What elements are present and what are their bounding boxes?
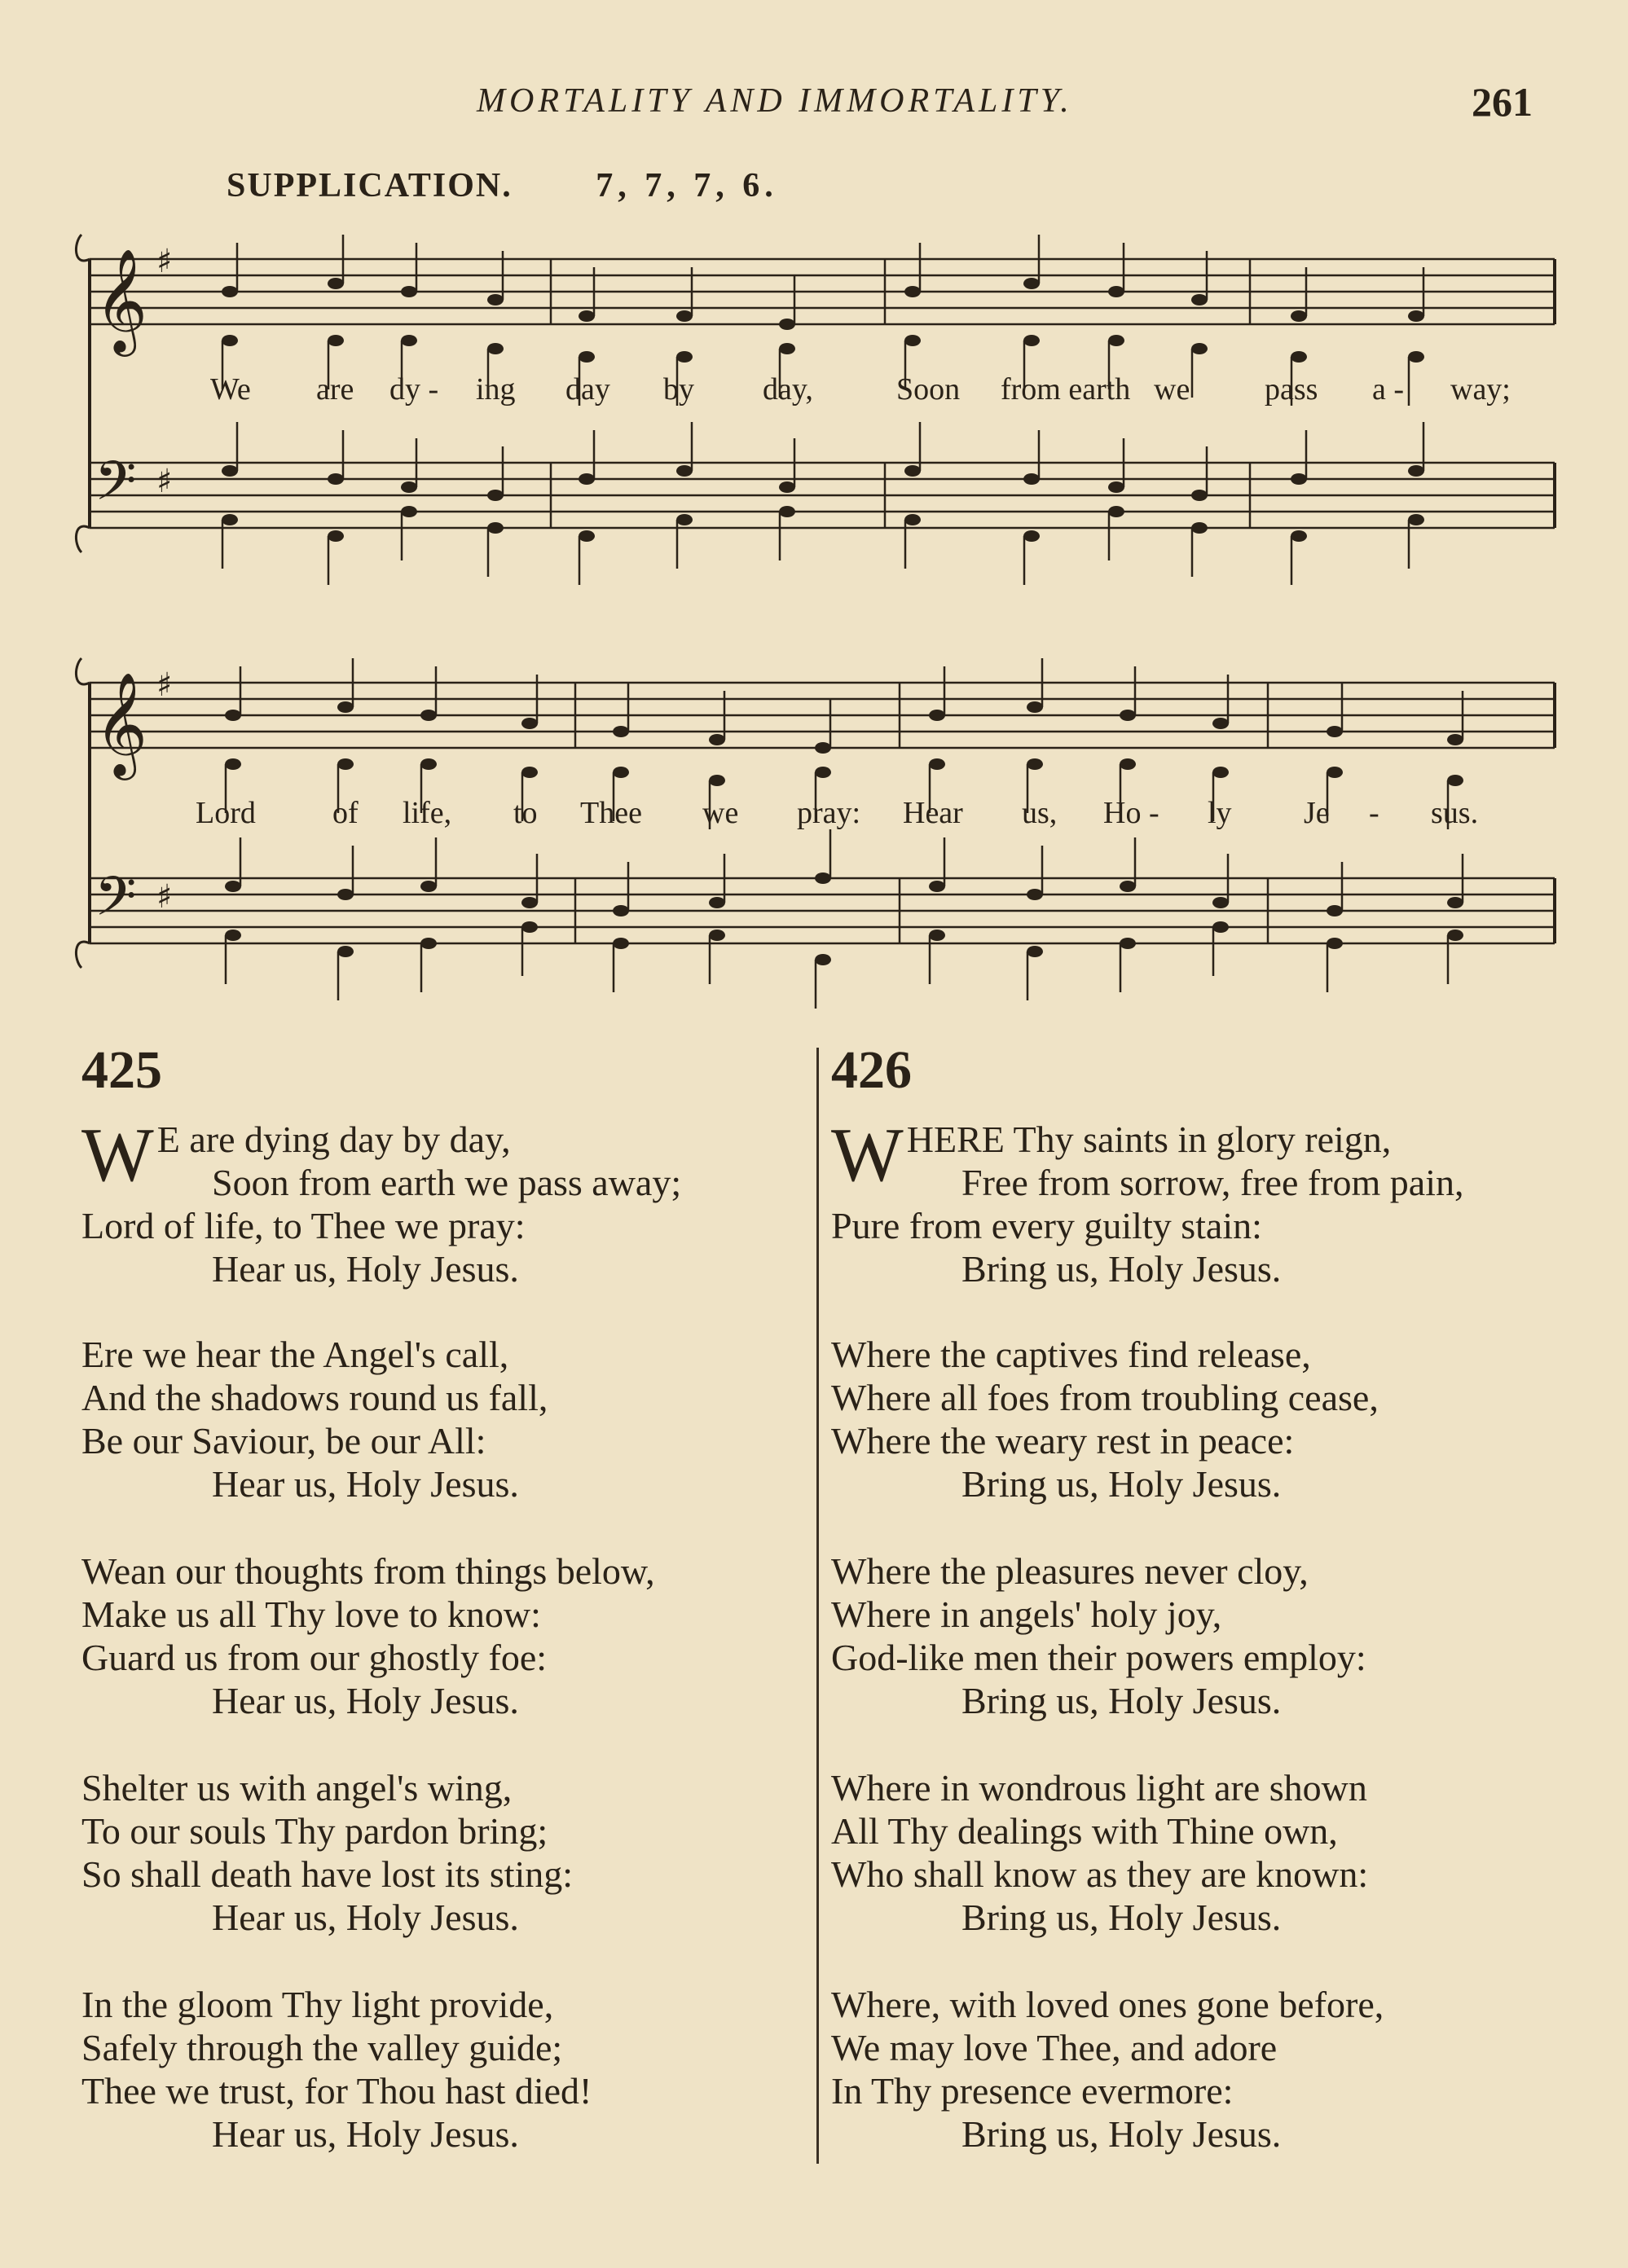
verse-line bbox=[831, 1853, 1368, 1896]
verse-line bbox=[81, 1333, 548, 1376]
lyric-syllable: pass bbox=[1265, 372, 1318, 407]
page-number: 261 bbox=[1472, 79, 1533, 125]
line-text: Who shall know as they are known: bbox=[831, 1853, 1369, 1895]
lyric-syllable: - bbox=[1369, 796, 1379, 830]
verse-line bbox=[81, 1809, 573, 1853]
verse-line bbox=[831, 1333, 1379, 1376]
line-text: And the shadows round us fall, bbox=[81, 1377, 548, 1418]
lyric-syllable: by bbox=[663, 372, 694, 407]
verse-2 bbox=[831, 1333, 1379, 1505]
lyric-syllable: Thee bbox=[580, 796, 642, 830]
verse-line bbox=[831, 1161, 1464, 1204]
lyric-syllable: way; bbox=[1450, 372, 1511, 407]
verse-line bbox=[81, 2026, 592, 2069]
refrain-line bbox=[81, 1462, 548, 1505]
refrain-line bbox=[831, 1247, 1464, 1290]
lyric-syllable: We bbox=[210, 372, 251, 407]
verse-line bbox=[81, 1593, 655, 1636]
line-text: In Thy presence evermore: bbox=[831, 2070, 1234, 2112]
svg-text:♯: ♯ bbox=[156, 463, 173, 500]
lyric-syllable: to bbox=[513, 796, 538, 830]
line-text: Soon from earth we pass away; bbox=[212, 1162, 682, 1203]
verse-line bbox=[831, 2026, 1384, 2069]
refrain-line bbox=[831, 1896, 1368, 1939]
verse-4 bbox=[831, 1766, 1368, 1939]
line-text: Hear us, Holy Jesus. bbox=[212, 1248, 519, 1290]
verse-line bbox=[81, 2069, 592, 2112]
line-text: All Thy dealings with Thine own, bbox=[831, 1810, 1338, 1852]
refrain-line bbox=[81, 1247, 681, 1290]
hymn-number: 426 bbox=[831, 1040, 912, 1100]
column-divider bbox=[816, 1048, 819, 2164]
lyric-syllable: day bbox=[565, 372, 610, 407]
refrain-line bbox=[81, 1679, 655, 1722]
lyric-syllable: of bbox=[332, 796, 359, 830]
line-text: Bring us, Holy Jesus. bbox=[961, 1463, 1282, 1505]
lyric-syllable: us, bbox=[1022, 796, 1058, 830]
svg-text:𝄞: 𝄞 bbox=[95, 671, 148, 776]
lyric-syllable: ing bbox=[476, 372, 516, 407]
verse-line bbox=[831, 1376, 1379, 1419]
lyric-syllable: we bbox=[1154, 372, 1190, 407]
verse-line bbox=[831, 1766, 1368, 1809]
verse-line bbox=[81, 1376, 548, 1419]
verse-line bbox=[81, 1766, 573, 1809]
verse-line bbox=[831, 1419, 1379, 1462]
svg-text:♯: ♯ bbox=[156, 666, 173, 704]
line-text: Make us all Thy love to know: bbox=[81, 1593, 541, 1635]
line-text: Where the pleasures never cloy, bbox=[831, 1550, 1309, 1592]
lyric-syllable: are bbox=[316, 372, 354, 407]
verse-5 bbox=[81, 1983, 592, 2156]
line-text: Where the captives find release, bbox=[831, 1334, 1311, 1375]
verse-line bbox=[81, 1204, 681, 1247]
verse-5 bbox=[831, 1983, 1384, 2156]
svg-text:𝄞: 𝄞 bbox=[95, 248, 148, 352]
line-text: Bring us, Holy Jesus. bbox=[961, 2113, 1282, 2155]
line-text: Where in wondrous light are shown bbox=[831, 1767, 1367, 1809]
verse-line bbox=[831, 1593, 1366, 1636]
line-text: Bring us, Holy Jesus. bbox=[961, 1248, 1282, 1290]
line-text: Where the weary rest in peace: bbox=[831, 1420, 1295, 1461]
lyric-syllable: ly bbox=[1208, 796, 1232, 830]
line-text: We may love Thee, and adore bbox=[831, 2027, 1278, 2068]
line-text: Hear us, Holy Jesus. bbox=[212, 2113, 519, 2155]
verse-1 bbox=[831, 1113, 1464, 1290]
refrain-line bbox=[81, 1896, 573, 1939]
line-text: Hear us, Holy Jesus. bbox=[212, 1463, 519, 1505]
svg-text:𝄢: 𝄢 bbox=[95, 865, 137, 941]
tune-name: SUPPLICATION. bbox=[227, 167, 513, 204]
verse-3 bbox=[81, 1549, 655, 1722]
lyric-syllable: life, bbox=[403, 796, 452, 830]
hymn-number: 425 bbox=[81, 1040, 162, 1100]
refrain-line bbox=[81, 2112, 592, 2156]
svg-text:♯: ♯ bbox=[156, 243, 173, 280]
lyric-syllable: sus. bbox=[1431, 796, 1479, 830]
svg-text:♯: ♯ bbox=[156, 878, 173, 916]
line-text: Hear us, Holy Jesus. bbox=[212, 1680, 519, 1721]
line-text: Hear us, Holy Jesus. bbox=[212, 1897, 519, 1938]
lyric-syllable: Je bbox=[1304, 796, 1330, 830]
music-score bbox=[0, 0, 1628, 1026]
lyric-syllable: pray: bbox=[797, 796, 861, 830]
verse-line bbox=[831, 1983, 1384, 2026]
lyric-syllable: Ho - bbox=[1103, 796, 1159, 830]
line-text: Wean our thoughts from things below, bbox=[81, 1550, 655, 1592]
refrain-line bbox=[831, 1462, 1379, 1505]
line-text: E are dying day by day, bbox=[156, 1119, 511, 1160]
verse-line bbox=[81, 1983, 592, 2026]
lyric-syllable: a - bbox=[1372, 372, 1405, 407]
line-text: Thee we trust, for Thou hast died! bbox=[81, 2070, 592, 2112]
line-text: God-like men their powers employ: bbox=[831, 1637, 1366, 1678]
drop-cap: W bbox=[831, 1113, 904, 1198]
verse-line bbox=[81, 1161, 681, 1204]
line-text: HERE Thy saints in glory reign, bbox=[906, 1119, 1392, 1160]
verse-3 bbox=[831, 1549, 1366, 1722]
line-text: Where, with loved ones gone before, bbox=[831, 1984, 1384, 2025]
line-text: To our souls Thy pardon bring; bbox=[81, 1810, 548, 1852]
verse-2 bbox=[81, 1333, 548, 1505]
line-text: Guard us from our ghostly foe: bbox=[81, 1637, 548, 1678]
lyric-syllable: Lord bbox=[196, 796, 256, 830]
refrain-line bbox=[831, 1679, 1366, 1722]
line-text: Safely through the valley guide; bbox=[81, 2027, 563, 2068]
verse-line bbox=[831, 1636, 1366, 1679]
drop-cap: W bbox=[81, 1113, 154, 1198]
line-text: Pure from every guilty stain: bbox=[831, 1205, 1262, 1246]
lyric-syllable: day, bbox=[763, 372, 813, 407]
verse-4 bbox=[81, 1766, 573, 1939]
verse-line bbox=[831, 1204, 1464, 1247]
lyric-syllable: dy - bbox=[389, 372, 439, 407]
line-text: Where in angels' holy joy, bbox=[831, 1593, 1222, 1635]
verse-line bbox=[831, 1809, 1368, 1853]
svg-text:𝄢: 𝄢 bbox=[95, 450, 137, 525]
verse-line bbox=[81, 1853, 573, 1896]
line-text: Ere we hear the Angel's call, bbox=[81, 1334, 509, 1375]
line-text: Bring us, Holy Jesus. bbox=[961, 1680, 1282, 1721]
refrain-line bbox=[831, 2112, 1384, 2156]
verse-1 bbox=[81, 1113, 682, 1290]
line-text: In the gloom Thy light provide, bbox=[81, 1984, 554, 2025]
verse-line bbox=[81, 1636, 655, 1679]
line-text: Lord of life, to Thee we pray: bbox=[81, 1205, 526, 1246]
running-title: MORTALITY AND IMMORTALITY. bbox=[477, 82, 1073, 120]
verse-line bbox=[81, 1419, 548, 1462]
lyric-syllable: we bbox=[702, 796, 739, 830]
lyric-syllable: Soon bbox=[896, 372, 961, 407]
line-text: So shall death have lost its sting: bbox=[81, 1853, 574, 1895]
verse-line bbox=[81, 1549, 655, 1593]
line-text: Be our Saviour, be our All: bbox=[81, 1420, 486, 1461]
line-text: Bring us, Holy Jesus. bbox=[961, 1897, 1282, 1938]
lyric-syllable: Hear bbox=[903, 796, 963, 830]
line-text: Where all foes from troubling cease, bbox=[831, 1377, 1379, 1418]
lyric-syllable: from earth bbox=[1001, 372, 1131, 407]
verse-line bbox=[831, 1549, 1366, 1593]
line-text: Shelter us with angel's wing, bbox=[81, 1767, 513, 1809]
line-text: Free from sorrow, free from pain, bbox=[961, 1162, 1464, 1203]
tune-meter: 7, 7, 7, 6. bbox=[596, 167, 778, 204]
verse-line bbox=[831, 2069, 1384, 2112]
